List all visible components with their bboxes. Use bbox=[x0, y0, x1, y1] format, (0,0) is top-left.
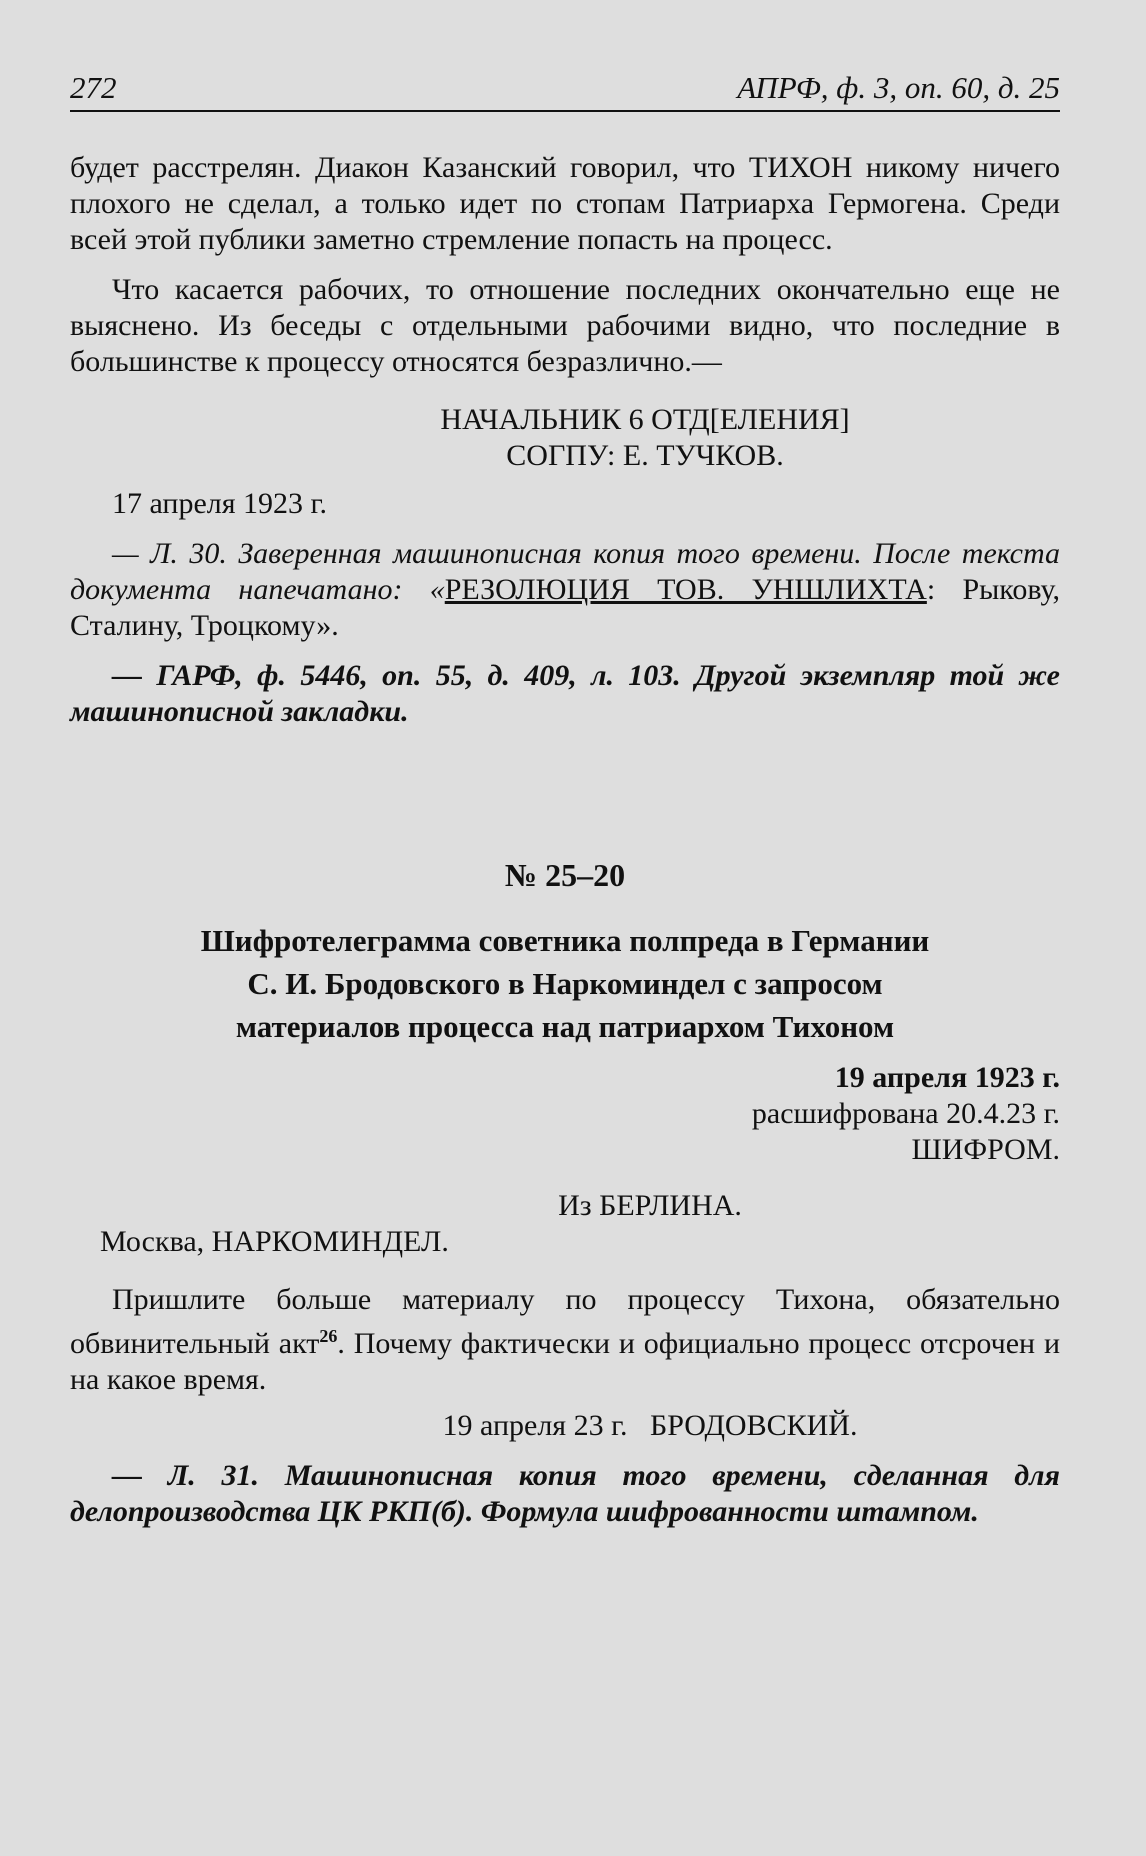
archive-reference: АПРФ, ф. 3, оп. 60, д. 25 bbox=[737, 70, 1060, 105]
header-rule bbox=[70, 110, 1060, 112]
telegram-sign-name: БРОДОВСКИЙ. bbox=[650, 1409, 858, 1442]
telegram-cipher: ШИФРОМ. bbox=[911, 1133, 1060, 1166]
telegram-decoded: расшифрована 20.4.23 г. bbox=[751, 1097, 1060, 1130]
page-header bbox=[70, 62, 1060, 106]
telegram-signature bbox=[70, 1408, 1060, 1444]
document-title-line-3: материалов процесса над патриархом Тихоном bbox=[235, 1009, 895, 1044]
telegram-text-start: Пришлите больше материалу по процессу Тихона, обязательно обвинительный акт bbox=[70, 1283, 1060, 1360]
signature-title: НАЧАЛЬНИК 6 ОТД[ЕЛЕНИЯ] bbox=[440, 403, 850, 436]
telegram-date: 19 апреля 1923 г. bbox=[834, 1061, 1060, 1094]
signature-name: СОГПУ: Е. ТУЧКОВ. bbox=[506, 439, 784, 472]
document-title-line-1: Шифротелеграмма советника полпреда в Германии bbox=[200, 923, 930, 958]
report-signature bbox=[70, 402, 1060, 474]
telegram-sign-date: 19 апреля 23 г. bbox=[442, 1409, 628, 1442]
telegram-body bbox=[70, 1282, 1060, 1398]
document-title-line-2: С. И. Бродовского в Наркоминдел с запросом bbox=[247, 966, 883, 1001]
archival-note-2: — ГАРФ, ф. 5446, оп. 55, д. 409, л. 103. Другой экземпляр той же машинописной закладки. bbox=[70, 659, 1060, 728]
archival-note-1 bbox=[70, 536, 1060, 644]
archival-note-1-end: : Рыкову, Сталину, Троцкому». bbox=[70, 573, 1060, 642]
telegram-note-block bbox=[70, 1458, 1060, 1530]
report-text bbox=[70, 150, 1060, 380]
report-paragraph-2: Что касается рабочих, то отношение последних окончательно еще не выяснено. Из беседы с отдельными рабочими видно, что последние в большинстве к процессу относятся безразлично.— bbox=[70, 273, 1060, 378]
document-number: № 25–20 bbox=[504, 857, 626, 893]
report-paragraph-1: будет расстрелян. Диакон Казанский говорил, что ТИХОН никому ничего плохого не сделал, а только идет по стопам Патриарха Гермогена. Среди всей этой публики заметно стремление попасть на процесс. bbox=[70, 151, 1060, 256]
telegram-archival-note: — Л. 31. Машинописная копия того времени, сделанная для делопроизводства ЦК РКП(б). Формула шифрованности штампом. bbox=[70, 1459, 1060, 1528]
telegram-from: Из БЕРЛИНА. bbox=[558, 1189, 742, 1222]
document-heading bbox=[70, 854, 1060, 1048]
report-date-block bbox=[70, 486, 1060, 522]
page-number: 272 bbox=[70, 70, 117, 105]
resolution-underlined: РЕЗОЛЮЦИЯ ТОВ. УНШЛИХТА bbox=[444, 573, 927, 606]
footnote-marker: 26 bbox=[319, 1326, 338, 1346]
report-date: 17 апреля 1923 г. bbox=[112, 487, 327, 520]
telegram-sign-line bbox=[240, 1408, 1060, 1444]
telegram-text-end: . Почему фактически и официально процесс отсрочен и на какое время. bbox=[70, 1327, 1060, 1396]
telegram-to: Москва, НАРКОМИНДЕЛ. bbox=[100, 1225, 449, 1258]
telegram-meta bbox=[70, 1060, 1060, 1260]
report-notes bbox=[70, 536, 1060, 730]
archival-note-1-start: — Л. 30. Заверенная машинописная копия того времени. После текста документа напечатано: « bbox=[70, 537, 1060, 606]
telegram-text bbox=[70, 1282, 1060, 1398]
